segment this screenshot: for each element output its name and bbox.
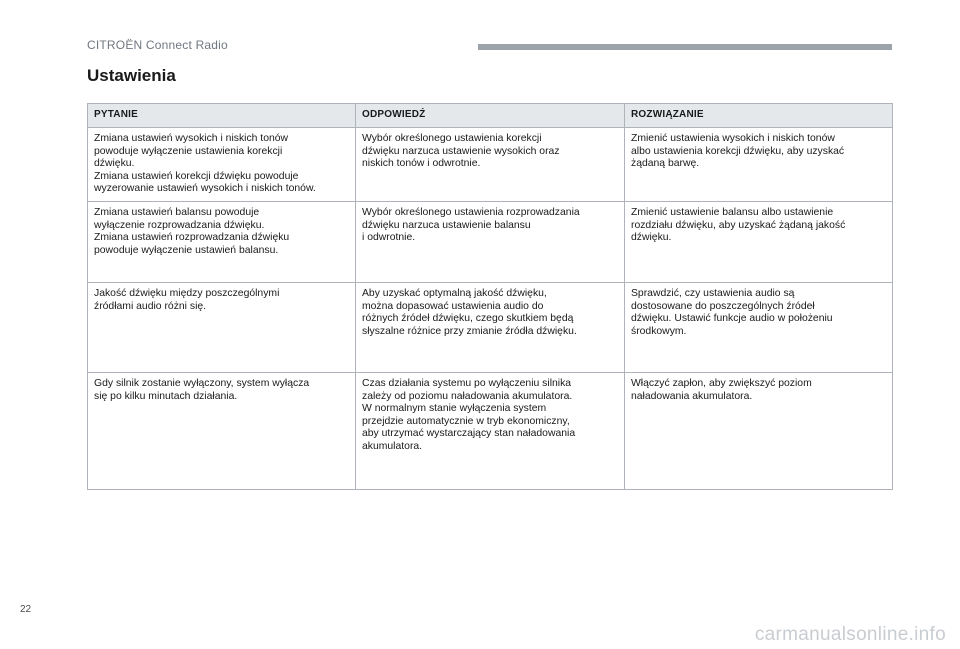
document-header-bar xyxy=(478,44,892,50)
faq-table xyxy=(87,103,893,490)
answer-cell: Aby uzyskać optymalną jakość dźwięku, można dopasować ustawienia audio do różnych źródeł dźwięku, czego skutkiem będą słyszalne różnice przy zmianie źródła dźwięku. xyxy=(356,283,625,373)
table-row xyxy=(88,202,893,283)
question-cell: Gdy silnik zostanie wyłączony, system wyłącza się po kilku minutach działania. xyxy=(88,373,356,490)
watermark-text: carmanualsonline.info xyxy=(754,624,946,645)
question-cell: Zmiana ustawień balansu powoduje wyłączenie rozprowadzania dźwięku. Zmiana ustawień rozprowadzania dźwięku powoduje wyłączenie ustawień balansu. xyxy=(88,202,356,283)
table-row xyxy=(88,128,893,202)
solution-cell: Zmienić ustawienia wysokich i niskich tonów albo ustawienia korekcji dźwięku, aby uzyskać żądaną barwę. xyxy=(625,128,893,202)
table-row xyxy=(88,283,893,373)
question-cell: Jakość dźwięku między poszczególnymi źródłami audio różni się. xyxy=(88,283,356,373)
page-heading: Ustawienia xyxy=(87,66,176,85)
answer-cell: Wybór określonego ustawienia korekcji dźwięku narzuca ustawienie wysokich oraz niskich tonów i odwrotnie. xyxy=(356,128,625,202)
solution-cell: Zmienić ustawienie balansu albo ustawienie rozdziału dźwięku, aby uzyskać żądaną jakość dźwięku. xyxy=(625,202,893,283)
table-row xyxy=(88,373,893,490)
solution-cell: Sprawdzić, czy ustawienia audio są dostosowane do poszczególnych źródeł dźwięku. Ustawić funkcje audio w położeniu środkowym. xyxy=(625,283,893,373)
column-header-solution: ROZWIĄZANIE xyxy=(625,104,893,128)
column-header-question: PYTANIE xyxy=(88,104,356,128)
solution-cell: Włączyć zapłon, aby zwiększyć poziom naładowania akumulatora. xyxy=(625,373,893,490)
document-header-title: CITROËN Connect Radio xyxy=(87,38,228,52)
table-header-row xyxy=(88,104,893,128)
question-cell: Zmiana ustawień wysokich i niskich tonów powoduje wyłączenie ustawienia korekcji dźwięku. Zmiana ustawień korekcji dźwięku powoduje wyzerowanie ustawień wysokich i niskich tonów. xyxy=(88,128,356,202)
answer-cell: Wybór określonego ustawienia rozprowadzania dźwięku narzuca ustawienie balansu i odwrotnie. xyxy=(356,202,625,283)
page-number: 22 xyxy=(20,604,32,615)
answer-cell: Czas działania systemu po wyłączeniu silnika zależy od poziomu naładowania akumulatora. W normalnym stanie wyłączenia system przejdzie automatycznie w tryb ekonomiczny, aby utrzymać wystarczający stan naładowania akumulatora. xyxy=(356,373,625,490)
column-header-answer: ODPOWIEDŹ xyxy=(356,104,625,128)
